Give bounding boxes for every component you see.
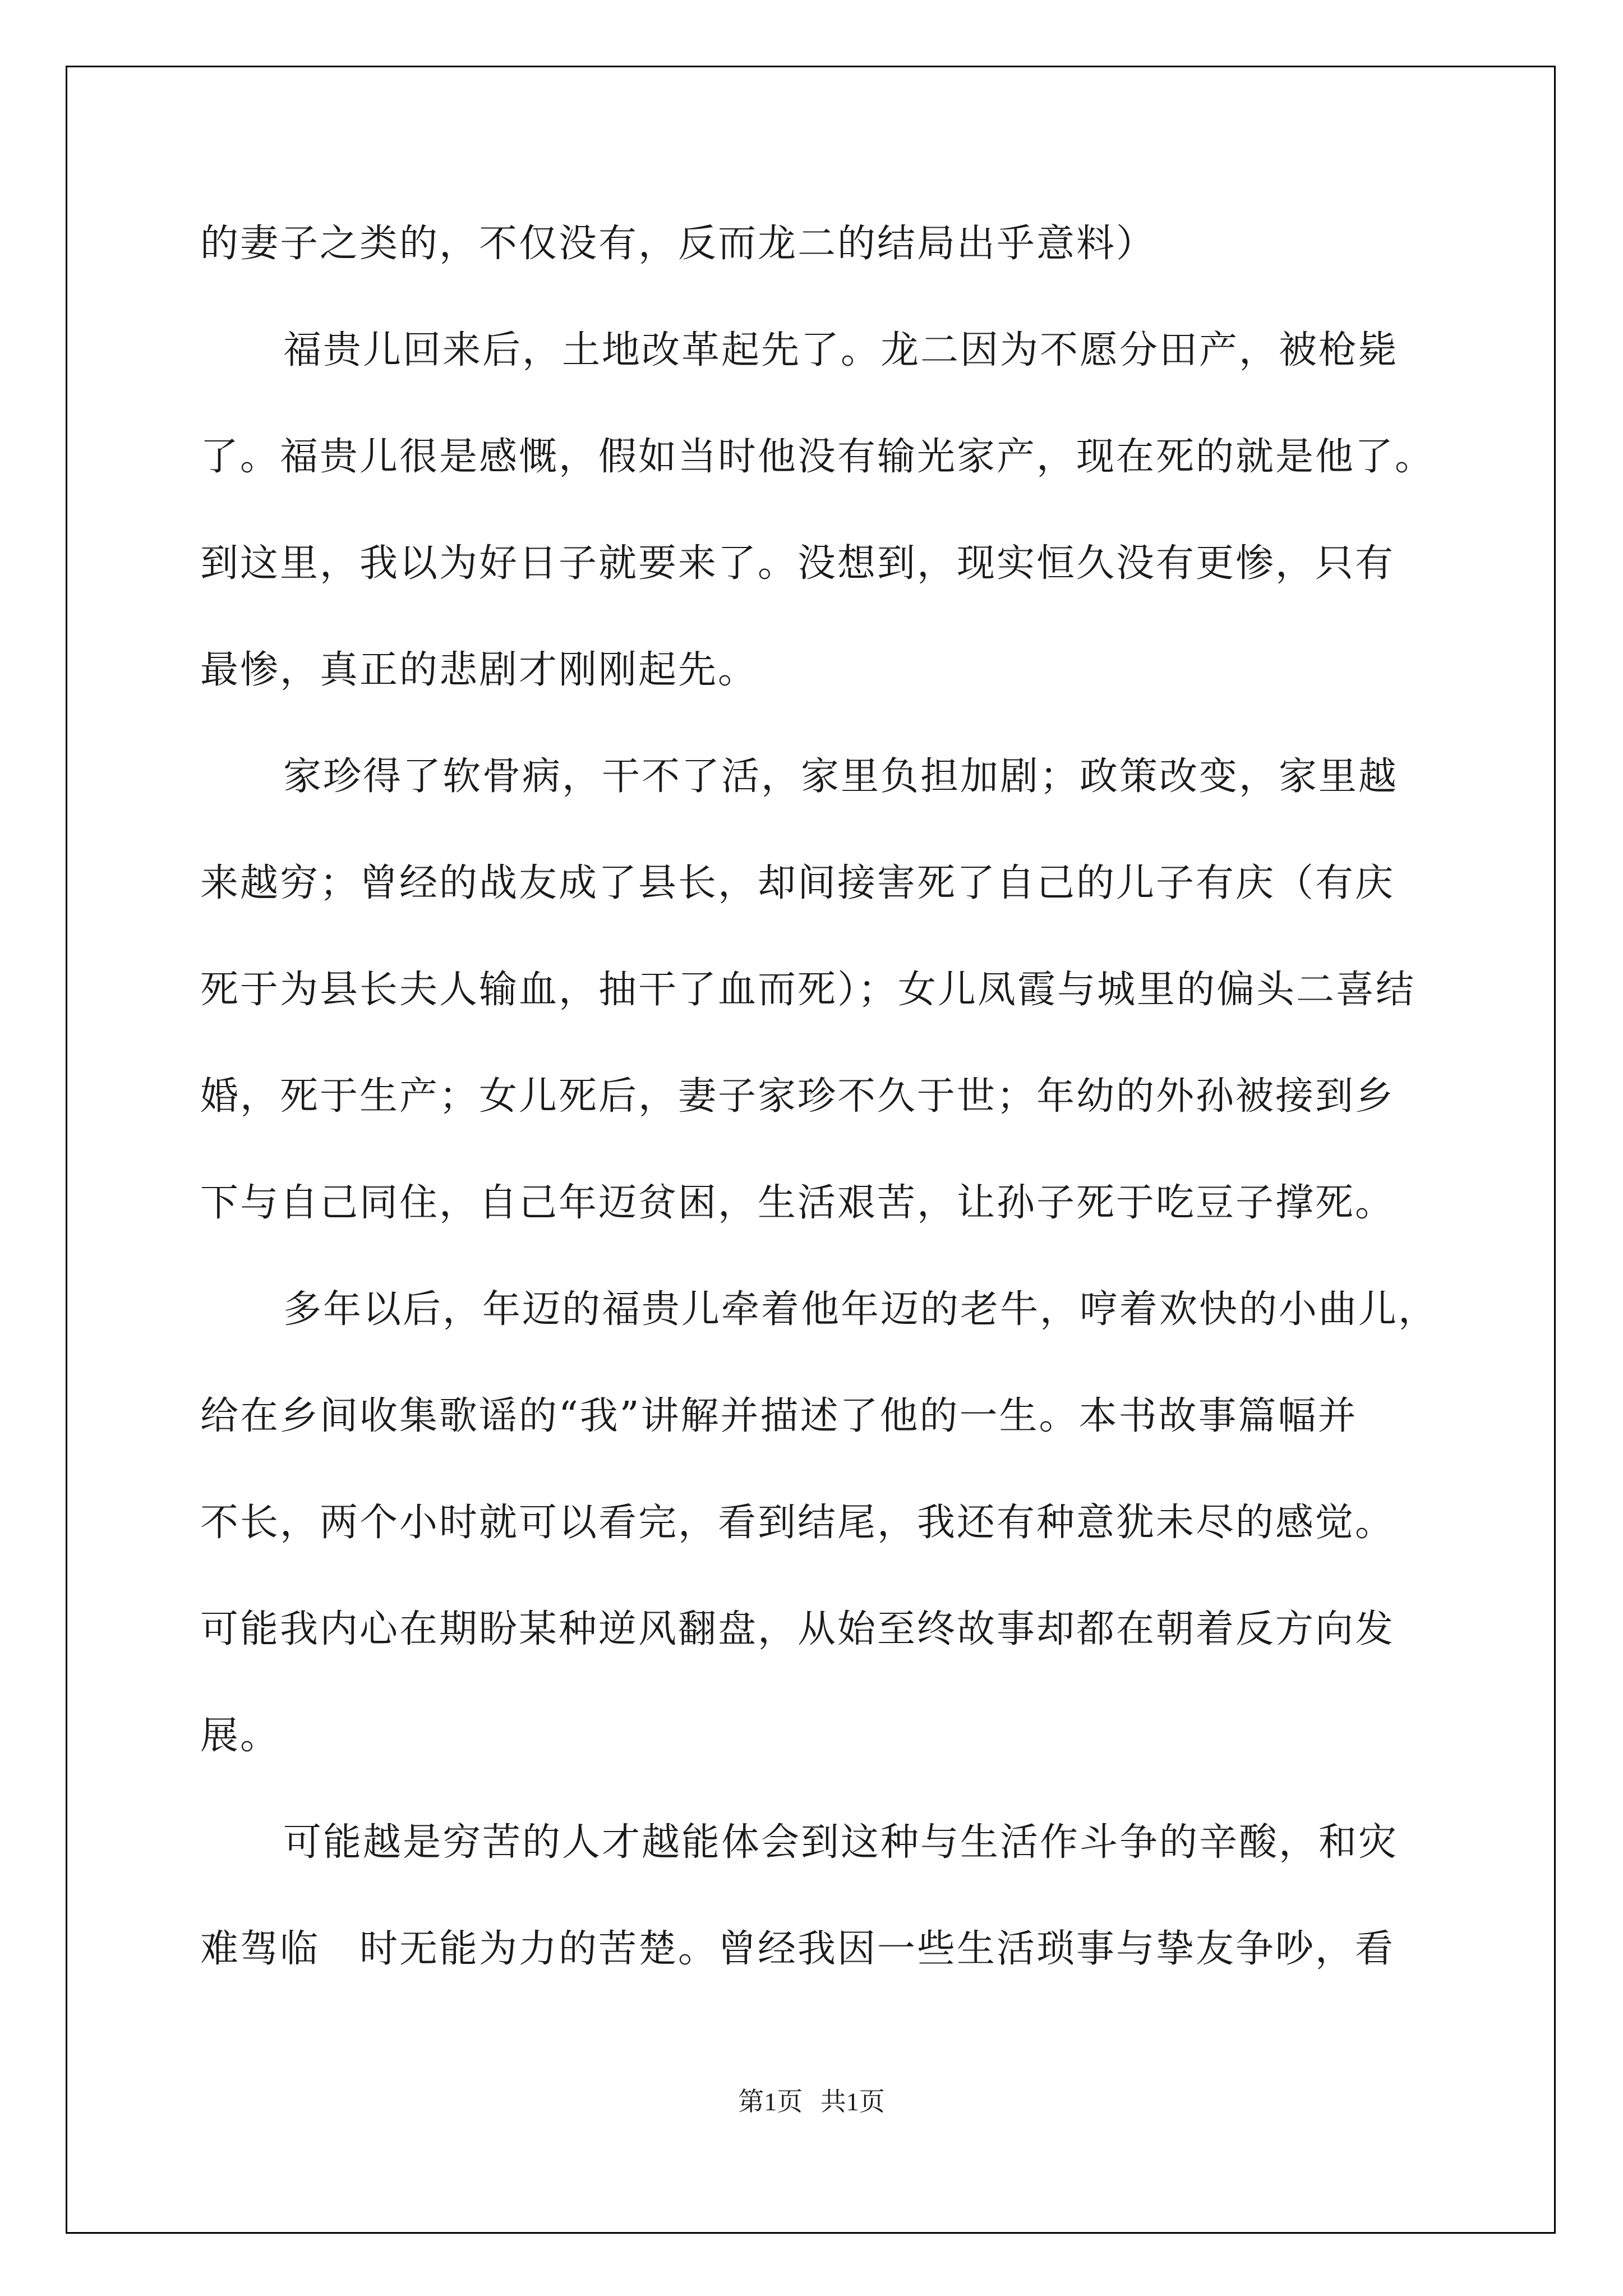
text-line: 死于为县长夫人输血，抽干了血而死）；女儿凤霞与城里的偏头二喜结: [200, 968, 1416, 1012]
text-line: 到这里，我以为好日子就要来了。没想到，现实恒久没有更惨，只有: [200, 541, 1395, 586]
text-line: 难驾临 时无能为力的苦楚。曾经我因一些生活琐事与挚友争吵，看: [200, 1927, 1395, 1971]
text-line: 最惨，真正的悲剧才刚刚起先。: [200, 648, 758, 692]
document-body: [200, 222, 1438, 2033]
text-line: 福贵儿回来后，土地改革起先了。龙二因为不愿分田产，被枪毙: [283, 328, 1399, 372]
page-total: 共1页: [820, 2087, 885, 2116]
text-line: 家珍得了软骨病，干不了活，家里负担加剧；政策改变，家里越: [283, 754, 1399, 799]
text-line: 下与自己同住，自己年迈贫困，生活艰苦，让孙子死于吃豆子撑死。: [200, 1181, 1395, 1225]
text-line: 多年以后，年迈的福贵儿牵着他年迈的老牛，哼着欢快的小曲儿，: [283, 1287, 1438, 1332]
text-line: 不长，两个小时就可以看完，看到结尾，我还有种意犹未尽的感觉。: [200, 1501, 1395, 1545]
text-line: 婚，死于生产；女儿死后，妻子家珍不久于世；年幼的外孙被接到乡: [200, 1074, 1395, 1119]
page-number: 第1页: [738, 2087, 803, 2116]
text-line: 可能我内心在期盼某种逆风翻盘，从始至终故事却都在朝着反方向发: [200, 1607, 1395, 1651]
text-line: 来越穷；曾经的战友成了县长，却间接害死了自己的儿子有庆（有庆: [200, 861, 1395, 905]
text-line: 了。福贵儿很是感慨，假如当时他没有输光家产，现在死的就是他了。: [200, 435, 1435, 479]
page-footer: [0, 2081, 1623, 2118]
text-line: 的妻子之类的，不仅没有，反而龙二的结局出乎意料）: [200, 222, 1156, 266]
text-line: 展。: [200, 1714, 280, 1758]
text-line: 可能越是穷苦的人才越能体会到这种与生活作斗争的辛酸，和灾: [283, 1820, 1399, 1865]
text-line: 给在乡间收集歌谣的“我”讲解并描述了他的一生。本书故事篇幅并: [200, 1394, 1358, 1438]
